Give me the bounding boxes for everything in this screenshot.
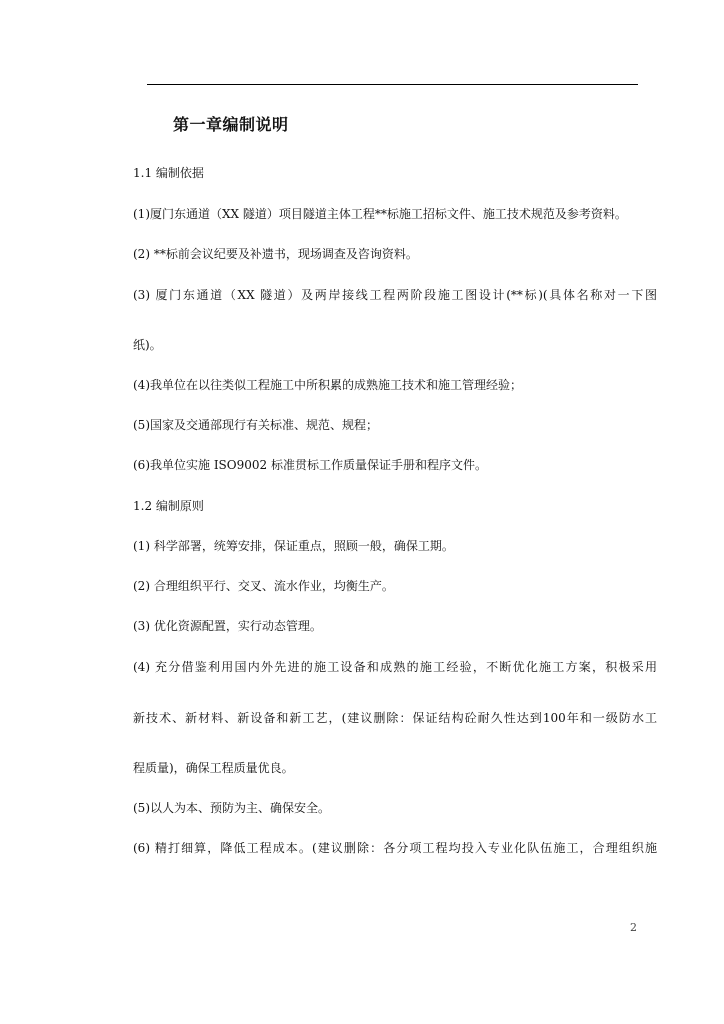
basis-item-2: (2) **标前会议纪要及补遗书，现场调查及咨询资料。 [133, 247, 418, 261]
basis-item-3-cont: 纸)。 [133, 338, 162, 352]
principle-item-2: (2) 合理组织平行、交叉、流水作业，均衡生产。 [133, 579, 394, 593]
basis-item-5: (5)国家及交通部现行有关标准、规范、规程； [133, 418, 378, 432]
chapter-title: 第一章编制说明 [173, 115, 289, 134]
principle-item-1: (1) 科学部署，统筹安排，保证重点，照顾一般，确保工期。 [133, 539, 454, 553]
basis-item-6: (6)我单位实施 ISO9002 标准贯标工作质量保证手册和程序文件。 [133, 458, 487, 472]
section-heading-1-2: 1.2 编制原则 [133, 499, 204, 513]
principle-item-4-cont: 新技术、新材料、新设备和新工艺，(建议删除：保证结构砼耐久性达到100年和一级防水工 [133, 711, 657, 725]
principle-item-3: (3) 优化资源配置，实行动态管理。 [133, 619, 322, 633]
basis-item-1: (1)厦门东通道（XX 隧道）项目隧道主体工程**标施工招标文件、施工技术规范及参考资料。 [133, 207, 627, 221]
principle-item-4-end: 程质量)，确保工程质量优良。 [133, 761, 294, 775]
page-number: 2 [630, 921, 637, 934]
principle-item-4: (4) 充分借鉴利用国内外先进的施工设备和成熟的施工经验，不断优化施工方案，积极采用 [133, 660, 657, 674]
header-rule [147, 84, 638, 85]
principle-item-5: (5)以人为本、预防为主、确保安全。 [133, 801, 330, 815]
section-heading-1-1: 1.1 编制依据 [133, 166, 204, 180]
principle-item-6: (6) 精打细算，降低工程成本。(建议删除：各分项工程均投入专业化队伍施工，合理组织施 [133, 841, 657, 855]
basis-item-4: (4)我单位在以往类似工程施工中所积累的成熟施工技术和施工管理经验； [133, 378, 523, 392]
basis-item-3: (3) 厦门东通道（XX 隧道）及两岸接线工程两阶段施工图设计(**标)(具体名称对一下图 [133, 288, 657, 302]
